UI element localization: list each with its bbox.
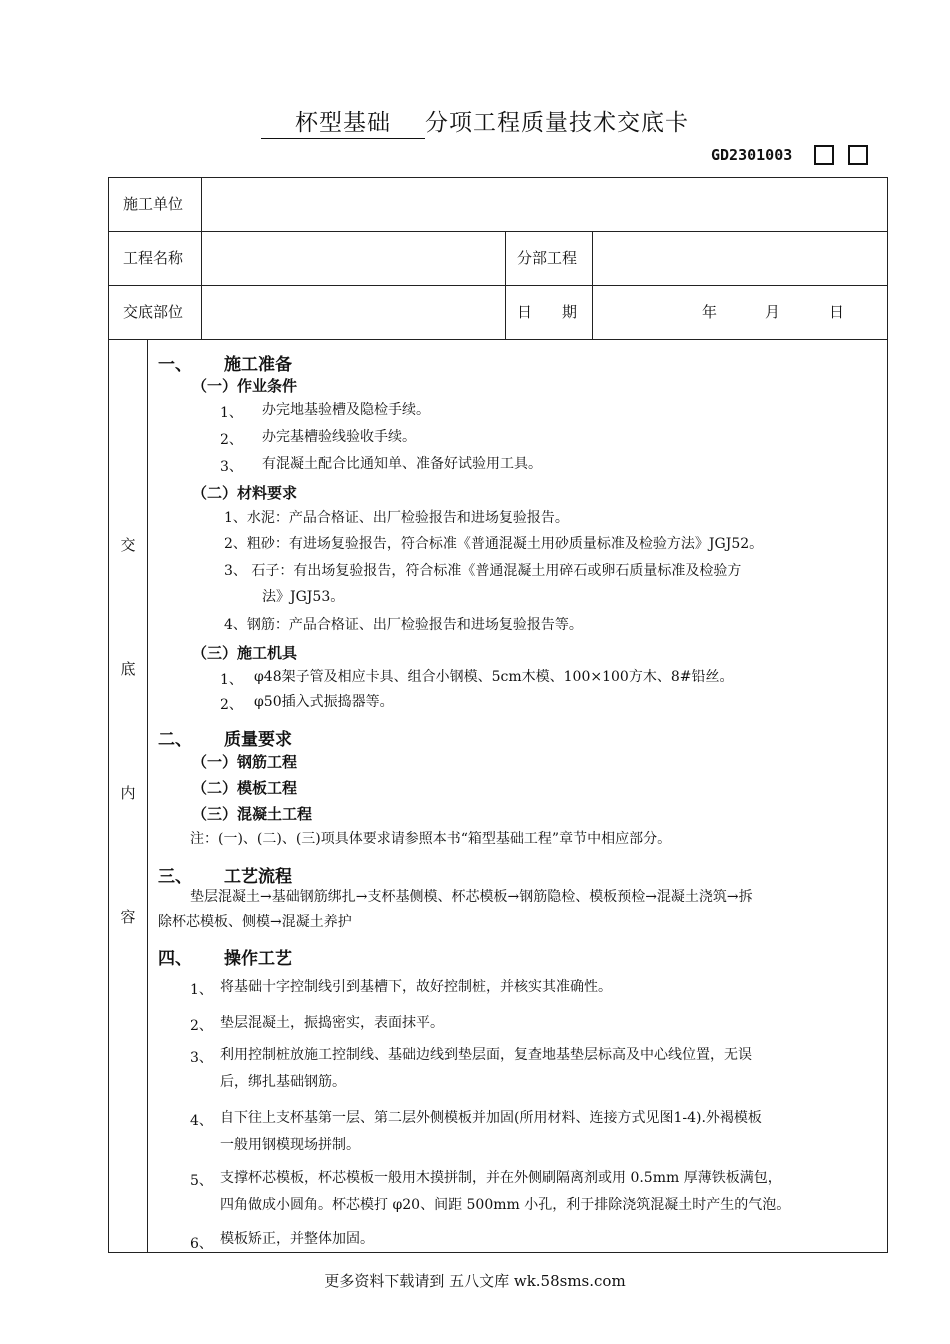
subsection-heading: （一）钢筋工程 bbox=[192, 753, 298, 771]
date-month: 月 bbox=[765, 303, 781, 321]
side-label-char: 容 bbox=[120, 908, 136, 926]
list-item: 1、水泥：产品合格证、出厂检验报告和进场复验报告。 bbox=[224, 510, 569, 526]
list-item: φ50插入式振捣器等。 bbox=[254, 694, 394, 710]
step-text: 自下往上支杯基第一层、第二层外侧模板并加固(所用材料、连接方式见图1-4).外褐模板 bbox=[220, 1110, 762, 1126]
section-heading-4 bbox=[158, 944, 292, 969]
subproject-field[interactable] bbox=[596, 236, 884, 280]
subsection-heading: （二）模板工程 bbox=[192, 779, 298, 797]
location-field[interactable] bbox=[205, 290, 501, 334]
checkbox-1[interactable] bbox=[814, 145, 834, 165]
section-number: 二、 bbox=[158, 730, 192, 750]
section-number: 三、 bbox=[158, 867, 192, 887]
note-text: 注：(一)、(二)、(三)项具体要求请参照本书“箱型基础工程”章节中相应部分。 bbox=[190, 831, 672, 847]
subsection-heading: （一）作业条件 bbox=[192, 377, 298, 395]
unit-field[interactable] bbox=[205, 186, 885, 226]
checkbox-2[interactable] bbox=[848, 145, 868, 165]
list-number: 2、 bbox=[220, 697, 243, 713]
title-rest: 分项工程质量技术交底卡 bbox=[425, 110, 689, 136]
subsection-heading: （三）混凝土工程 bbox=[192, 805, 313, 823]
date-label: 日 期 bbox=[517, 303, 578, 321]
subsection-heading: （三）施工机具 bbox=[192, 644, 298, 662]
section-number: 一、 bbox=[158, 355, 192, 375]
list-item: 有混凝土配合比通知单、准备好试验用工具。 bbox=[262, 456, 542, 472]
section-number: 四、 bbox=[158, 949, 192, 969]
list-item: 3、 石子：有出场复验报告，符合标准《普通混凝土用碎石或卵石质量标准及检验方 bbox=[224, 563, 742, 579]
section-name: 施工准备 bbox=[224, 355, 292, 375]
step-text: 支撑杯芯模板，杯芯模板一般用木摸拼制，并在外侧刷隔离剂或用 0.5mm 厚薄铁板满包， bbox=[220, 1170, 782, 1186]
step-number: 1、 bbox=[190, 982, 213, 998]
section-name: 操作工艺 bbox=[224, 949, 292, 969]
step-text: 垫层混凝土，振捣密实，表面抹平。 bbox=[220, 1015, 444, 1031]
list-item: φ48架子管及相应卡具、组合小钢模、5cm木模、100×100方木、8#铅丝。 bbox=[254, 669, 734, 685]
subproject-label: 分部工程 bbox=[517, 249, 578, 267]
footer-link[interactable]: 更多资料下载请到 五八文库 wk.58sms.com bbox=[324, 1272, 626, 1290]
document-code: GD2301003 bbox=[711, 146, 793, 164]
location-label: 交底部位 bbox=[123, 303, 184, 321]
project-label: 工程名称 bbox=[123, 249, 184, 267]
row-divider-1 bbox=[108, 231, 888, 232]
step-number: 4、 bbox=[190, 1113, 213, 1129]
process-flow-line: 除杯芯模板、侧模→混凝土养护 bbox=[158, 914, 352, 930]
step-number: 5、 bbox=[190, 1173, 213, 1189]
step-text-continued: 一般用钢模现场拼制。 bbox=[220, 1137, 360, 1153]
step-text: 将基础十字控制线引到基槽下，故好控制桩，并核实其准确性。 bbox=[220, 979, 612, 995]
step-text: 利用控制桩放施工控制线、基础边线到垫层面，复查地基垫层标高及中心线位置，无误 bbox=[220, 1047, 752, 1063]
section-name: 质量要求 bbox=[224, 730, 292, 750]
subsection-heading: （二）材料要求 bbox=[192, 484, 298, 502]
title-underlined: 杯型基础 bbox=[261, 104, 425, 139]
side-label-char: 底 bbox=[120, 660, 136, 678]
list-item-continued: 法》JGJ53。 bbox=[262, 589, 345, 605]
step-number: 6、 bbox=[190, 1236, 213, 1252]
step-text-continued: 四角做成小圆角。杯芯模打 φ20、间距 500mm 小孔，利于排除浇筑混凝土时产生的气泡。 bbox=[220, 1197, 791, 1213]
step-text: 模板矫正，并整体加固。 bbox=[220, 1231, 374, 1247]
list-item: 办完地基验槽及隐检手续。 bbox=[262, 402, 430, 418]
section-heading-1 bbox=[158, 350, 292, 375]
col-divider-mid2 bbox=[592, 231, 593, 340]
step-number: 3、 bbox=[190, 1050, 213, 1066]
col-divider-label bbox=[201, 177, 202, 340]
list-item: 办完基槽验线验收手续。 bbox=[262, 429, 416, 445]
col-divider-mid bbox=[505, 231, 506, 340]
list-number: 1、 bbox=[220, 405, 243, 421]
list-number: 1、 bbox=[220, 672, 243, 688]
side-label-char: 内 bbox=[120, 784, 136, 802]
unit-label: 施工单位 bbox=[123, 195, 184, 213]
step-number: 2、 bbox=[190, 1018, 213, 1034]
list-number: 2、 bbox=[220, 432, 243, 448]
list-item: 4、钢筋：产品合格证、出厂检验报告和进场复验报告等。 bbox=[224, 617, 583, 633]
date-day: 日 bbox=[829, 303, 845, 321]
page-title bbox=[0, 104, 950, 139]
list-item: 2、粗砂：有进场复验报告，符合标准《普通混凝土用砂质量标准及检验方法》JGJ52。 bbox=[224, 536, 764, 552]
row-divider-2 bbox=[108, 285, 888, 286]
section-name: 工艺流程 bbox=[224, 867, 292, 887]
row-divider-3 bbox=[108, 339, 888, 340]
project-field[interactable] bbox=[205, 236, 501, 280]
side-label-char: 交 bbox=[120, 536, 136, 554]
date-year: 年 bbox=[702, 303, 718, 321]
section-heading-2 bbox=[158, 725, 292, 750]
step-text-continued: 后，绑扎基础钢筋。 bbox=[220, 1074, 346, 1090]
process-flow-line: 垫层混凝土→基础钢筋绑扎→支杯基侧模、杯芯模板→钢筋隐检、模板预检→混凝土浇筑→拆 bbox=[190, 889, 753, 905]
list-number: 3、 bbox=[220, 459, 243, 475]
